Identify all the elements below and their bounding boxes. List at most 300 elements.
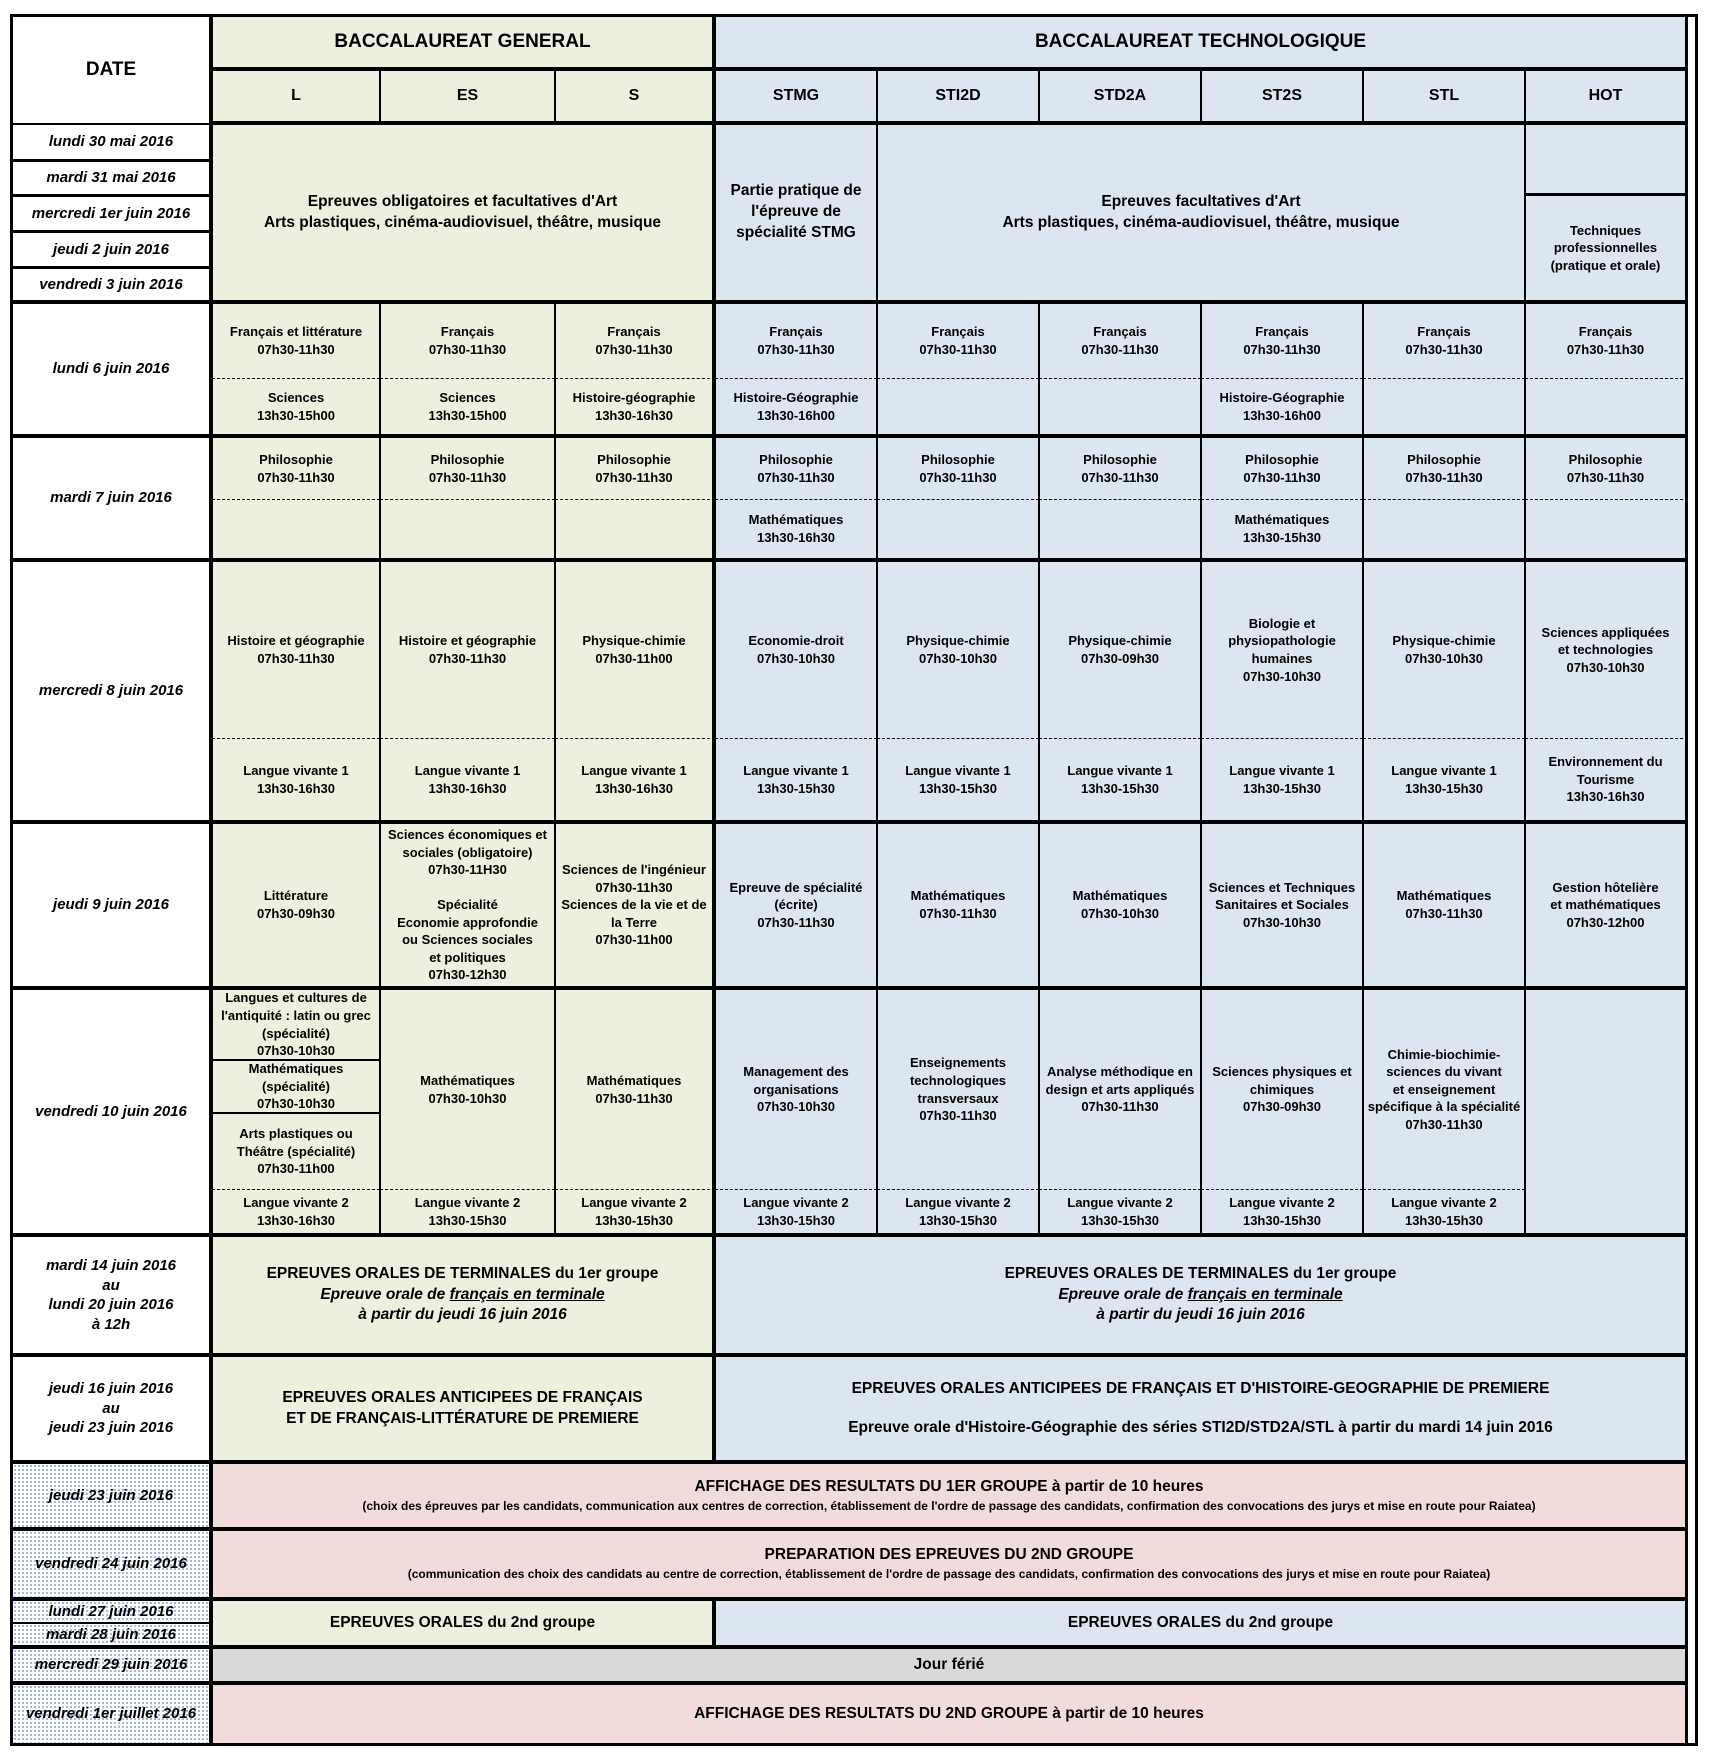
cell-text: 07h30-11h30: [595, 1090, 673, 1106]
cell-text: professionnelles: [1553, 240, 1658, 256]
d6-hot-am: [1525, 303, 1688, 379]
cell-text: la Terre: [610, 914, 657, 930]
d7-hot-pm: [1525, 500, 1688, 561]
d6-es-pm: [380, 379, 555, 437]
cell-text: 07h30-10h30: [428, 1090, 507, 1106]
cell-text: Philosophie: [1407, 451, 1481, 467]
cell-text: 07h30-11h30: [919, 906, 997, 921]
results2-banner: [212, 1684, 1688, 1746]
cell-text: l'antiquité : latin ou grec: [221, 1007, 371, 1023]
d7-sti2d-am: [877, 437, 1039, 500]
cell-text: 07h30-11H30: [428, 862, 507, 878]
cell-text: Sciences: [439, 389, 496, 405]
cell-text: Epreuve de spécialité: [729, 879, 863, 895]
cell-text: 07h30-10h30: [1080, 906, 1160, 921]
cell-text: Français: [1255, 324, 1309, 340]
d7-stmg-pm: [715, 500, 877, 561]
cell-text: lundi 20 juin 2016: [48, 1296, 174, 1313]
cell-text: Histoire-Géographie: [733, 389, 859, 405]
d7-stl-am: [1363, 437, 1525, 500]
d6-std2a-am: [1039, 303, 1201, 379]
cell-text: mardi 31 mai 2016: [46, 169, 176, 187]
d8-std2a-am: [1039, 561, 1201, 739]
cell-text: Mathématiques: [748, 512, 844, 528]
d10-l-latin: [212, 989, 380, 1061]
cell-text: jeudi 2 juin 2016: [53, 240, 169, 258]
d10-st2s-lv2: [1201, 1190, 1363, 1236]
cell-text: STL: [1428, 86, 1460, 104]
cell-text: Environnement du: [1548, 754, 1663, 770]
date-d14: [10, 1530, 212, 1600]
cell-text: Histoire-Géographie: [1219, 389, 1345, 405]
cell-text: 07h30-11h30: [1566, 342, 1645, 357]
d6-l-am: [212, 303, 380, 379]
cell-text: Langue vivante 1: [414, 762, 521, 778]
d10-s-am: [555, 989, 715, 1190]
cell-text: au: [102, 1276, 120, 1294]
d6-stmg-pm: [715, 379, 877, 437]
d8-stl-am: [1363, 561, 1525, 739]
art-techno: [877, 124, 1525, 303]
d8-st2s-am: [1201, 561, 1363, 739]
cell-text: EPREUVES ORALES du 2nd groupe: [1067, 1613, 1334, 1631]
cell-text: Analyse méthodique en: [1047, 1064, 1193, 1080]
cell-text: au: [102, 1399, 120, 1417]
header-series-hot: [1525, 68, 1688, 124]
cell-text: 07h30-11h30: [1243, 342, 1321, 357]
header-series-stmg: [715, 68, 877, 124]
cell-text: Langue vivante 1: [1391, 762, 1497, 778]
cell-text: 07h30-11h30: [1081, 469, 1159, 485]
cell-text: lundi 6 juin 2016: [52, 360, 170, 378]
date-d6: [10, 303, 212, 437]
d10-l-lv2: [212, 1190, 380, 1236]
d6-s-pm: [555, 379, 715, 437]
cell-text: 07h30-11h30: [428, 342, 507, 357]
d7-l-pm: [212, 500, 380, 561]
d9-l: [212, 823, 380, 989]
header-series-stl: [1363, 68, 1525, 124]
d9-sti2d: [877, 823, 1039, 989]
cell-text: Français: [1417, 324, 1471, 340]
d8-st2s-pm: [1201, 739, 1363, 823]
cell-text: 07h30-10h30: [1242, 668, 1322, 684]
cell-text: 07h30-11h30: [428, 651, 507, 666]
cell-text: à partir du jeudi 16 juin 2016: [358, 1306, 567, 1324]
cell-text: 07h30-11h30: [1405, 1116, 1483, 1132]
header-date: [10, 14, 212, 124]
cell-text: chimiques: [1249, 1081, 1315, 1097]
date-d3: [10, 196, 212, 232]
cell-text: Langue vivante 1: [1229, 762, 1335, 778]
d6-hot-pm: [1525, 379, 1688, 437]
cell-text: Physique-chimie: [582, 633, 686, 649]
cell-text: Epreuve orale de français en terminale: [320, 1285, 605, 1303]
cell-text: 07h30-11h30: [919, 1108, 997, 1124]
d7-es-am: [380, 437, 555, 500]
cell-text: 13h30-15h30: [918, 1212, 998, 1228]
cell-text: Français et littérature: [229, 324, 363, 340]
date-d7: [10, 437, 212, 561]
date-d16: [10, 1624, 212, 1648]
header-techno: [715, 14, 1688, 68]
cell-text: Techniques: [1569, 222, 1642, 238]
cell-text: Gestion hôtelière: [1552, 879, 1659, 895]
cell-text: EPREUVES ORALES ANTICIPEES DE FRANÇAIS ET D'HISTOIRE-GEOGRAPHIE DE PREMIERE: [851, 1379, 1550, 1397]
d10-l-maths: [212, 1061, 380, 1114]
cell-text: Langue vivante 1: [905, 762, 1011, 778]
cell-text: EPREUVES ORALES DE TERMINALES du 1er groupe: [266, 1264, 659, 1282]
cell-text: [466, 879, 470, 897]
d8-hot-am: [1525, 561, 1688, 739]
cell-text: 13h30-16h30: [594, 780, 674, 796]
cell-text: vendredi 1er juillet 2016: [25, 1705, 197, 1723]
cell-text: Philosophie: [259, 451, 333, 467]
d7-st2s-am: [1201, 437, 1363, 500]
cell-text: 07h30-10h30: [256, 1043, 336, 1059]
cell-text: 07h30-11h00: [257, 1161, 335, 1177]
d8-l-pm: [212, 739, 380, 823]
header-series-es: [380, 68, 555, 124]
cell-text: Mathématiques: [586, 1072, 682, 1088]
cell-text: 07h30-11h30: [595, 879, 673, 895]
cell-text: jeudi 23 juin 2016: [48, 1419, 174, 1437]
cell-text: 07h30-10h30: [1566, 659, 1645, 675]
cell-text: Arts plastiques ou: [239, 1126, 353, 1142]
holiday-banner: [212, 1648, 1688, 1684]
cell-text: 07h30-11h30: [1081, 1099, 1159, 1115]
d6-st2s-am: [1201, 303, 1363, 379]
cell-text: (communication des choix des candidats au centre de correction, établissement de l'ordre de passage des candidats, confirmation des convocations des jurys et mise en route pour Raiatea): [407, 1567, 1491, 1582]
cell-text: Philosophie: [1083, 451, 1157, 467]
d6-sti2d-am: [877, 303, 1039, 379]
cell-text: et enseignement: [1392, 1081, 1496, 1097]
cell-text: 13h30-15h30: [918, 780, 998, 796]
cell-text: et politiques: [429, 949, 506, 965]
cell-text: 07h30-11h30: [428, 469, 507, 485]
d7-std2a-pm: [1039, 500, 1201, 561]
cell-text: 07h30-10h30: [1242, 914, 1322, 930]
d8-l-am: [212, 561, 380, 739]
cell-text: 07h30-11h30: [757, 342, 835, 357]
cell-text: Physique-chimie: [1068, 633, 1172, 649]
cell-text: 07h30-11h30: [919, 469, 997, 485]
cell-text: Mathématiques: [420, 1072, 515, 1088]
cell-text: (choix des épreuves par les candidats, communication aux centres de correction, établissement de l'ordre de passage des candidats, confirmation des convocations des jurys et mise en route pour Raiatea): [362, 1498, 1536, 1513]
cell-text: 13h30-16h00: [1242, 407, 1322, 423]
d10-sti2d-lv2: [877, 1190, 1039, 1236]
prep2-banner: [212, 1530, 1688, 1600]
d10-hot-empty: [1525, 989, 1688, 1236]
cell-text: 13h30-16h30: [428, 780, 507, 796]
d6-l-pm: [212, 379, 380, 437]
d8-stmg-am: [715, 561, 877, 739]
cell-text: vendredi 24 juin 2016: [35, 1555, 187, 1573]
results1-banner: [212, 1463, 1688, 1530]
cell-text: Langues et cultures de: [225, 990, 367, 1006]
cell-text: Histoire et géographie: [227, 633, 365, 649]
cell-text: Partie pratique de: [730, 182, 862, 200]
cell-text: Sciences de l'ingénieur: [562, 862, 706, 878]
cell-text: Enseignements: [909, 1055, 1007, 1071]
cell-text: sciences du vivant: [1386, 1064, 1502, 1080]
d7-s-am: [555, 437, 715, 500]
cell-text: ou Sciences sociales: [402, 932, 533, 948]
cell-text: 13h30-15h00: [256, 407, 336, 423]
cell-text: mercredi 1er juin 2016: [31, 204, 191, 222]
cell-text: mardi 7 juin 2016: [50, 489, 172, 507]
cell-text: Français: [931, 324, 985, 340]
d10-std2a-am: [1039, 989, 1201, 1190]
d6-std2a-pm: [1039, 379, 1201, 437]
cell-text: mercredi 8 juin 2016: [38, 682, 184, 700]
d8-stmg-pm: [715, 739, 877, 823]
d10-stmg-lv2: [715, 1190, 877, 1236]
header-general: [212, 14, 715, 68]
cell-text: Epreuves facultatives d'Art: [1101, 192, 1301, 210]
cell-text: 13h30-16h30: [1566, 789, 1645, 805]
cell-text: DATE: [85, 58, 137, 80]
d7-es-pm: [380, 500, 555, 561]
cell-text: 07h30-11h00: [595, 932, 673, 948]
cell-text: lundi 27 juin 2016: [48, 1602, 174, 1620]
cell-text: AFFICHAGE DES RESULTATS DU 2ND GROUPE à partir de 10 heures: [694, 1704, 1204, 1722]
date-d12: [10, 1356, 212, 1463]
cell-text: 07h30-11h30: [257, 342, 335, 357]
date-d18: [10, 1684, 212, 1746]
cell-text: BACCALAUREAT TECHNOLOGIQUE: [1034, 30, 1367, 52]
date-d17: [10, 1648, 212, 1684]
date-d13: [10, 1463, 212, 1530]
d10-stl-am: [1363, 989, 1525, 1190]
cell-text: Sciences appliquées: [1541, 624, 1670, 640]
cell-text: Langue vivante 1: [743, 762, 849, 778]
d10-st2s-am: [1201, 989, 1363, 1190]
cell-text: Langue vivante 2: [581, 1194, 687, 1210]
cell-text: 13h30-16h30: [594, 407, 674, 423]
cell-text: mardi 14 juin 2016: [45, 1257, 177, 1274]
d8-s-pm: [555, 739, 715, 823]
cell-text: Mathématiques: [910, 888, 1006, 904]
d6-s-am: [555, 303, 715, 379]
d10-sti2d-am: [877, 989, 1039, 1190]
cell-text: 07h30-11h30: [1405, 469, 1483, 485]
cell-text: Histoire-géographie: [572, 389, 696, 405]
cell-text: ST2S: [1261, 86, 1302, 104]
cell-text: jeudi 9 juin 2016: [53, 896, 169, 914]
cell-text: 13h30-16h00: [756, 407, 836, 423]
cell-text: spécialité STMG: [736, 223, 856, 241]
cell-text: Mathématiques: [1396, 888, 1492, 904]
cell-text: mercredi 29 juin 2016: [34, 1656, 188, 1674]
cell-text: design et arts appliqués: [1045, 1081, 1195, 1097]
date-d1: [10, 124, 212, 161]
d10-l-arts: [212, 1114, 380, 1190]
d7-l-am: [212, 437, 380, 500]
cell-text: EPREUVES ORALES ANTICIPEES DE FRANÇAIS: [282, 1388, 643, 1406]
header-series-s: [555, 68, 715, 124]
cell-text: 13h30-15h30: [1242, 780, 1322, 796]
d7-stl-pm: [1363, 500, 1525, 561]
header-series-std2a: [1039, 68, 1201, 124]
cell-text: L: [291, 86, 301, 104]
d10-std2a-lv2: [1039, 1190, 1201, 1236]
oral1-techno: [715, 1236, 1688, 1356]
cell-text: Philosophie: [921, 451, 995, 467]
cell-text: Langue vivante 2: [1391, 1194, 1497, 1210]
cell-text: Langue vivante 1: [243, 762, 349, 778]
d8-sti2d-am: [877, 561, 1039, 739]
art-general: [212, 124, 715, 303]
d8-stl-pm: [1363, 739, 1525, 823]
d10-es-am: [380, 989, 555, 1190]
oral2-techno: [715, 1600, 1688, 1648]
cell-text: Arts plastiques, cinéma-audiovisuel, théâtre, musique: [1002, 213, 1400, 231]
d9-stmg: [715, 823, 877, 989]
cell-text: 07h30-11h30: [1566, 469, 1645, 485]
cell-text: Langue vivante 2: [743, 1194, 849, 1210]
cell-text: 07h30-10h30: [918, 651, 998, 666]
cell-text: S: [628, 86, 640, 104]
cell-text: Langue vivante 2: [414, 1194, 521, 1210]
cell-text: EPREUVES ORALES DE TERMINALES du 1er groupe: [1004, 1264, 1397, 1282]
d8-std2a-pm: [1039, 739, 1201, 823]
d9-s: [555, 823, 715, 989]
header-series-sti2d: [877, 68, 1039, 124]
cell-text: Français: [440, 324, 495, 340]
cell-text: Sciences et Techniques: [1208, 879, 1356, 895]
d10-stmg-am: [715, 989, 877, 1190]
d8-es-pm: [380, 739, 555, 823]
d6-es-am: [380, 303, 555, 379]
d10-es-lv2: [380, 1190, 555, 1236]
cell-text: 13h30-15h30: [1080, 1212, 1160, 1228]
cell-text: STMG: [772, 86, 820, 104]
cell-text: Epreuves obligatoires et facultatives d'Art: [307, 192, 618, 210]
cell-text: Tourisme: [1576, 771, 1635, 787]
d9-es: [380, 823, 555, 989]
cell-text: (écrite): [774, 897, 818, 913]
cell-text: organisations: [753, 1081, 839, 1097]
d10-stl-lv2: [1363, 1190, 1525, 1236]
cell-text: Mathématiques: [1234, 512, 1330, 528]
d7-hot-am: [1525, 437, 1688, 500]
cell-text: 07h30-10h30: [1404, 651, 1484, 666]
cell-text: Langue vivante 2: [1067, 1194, 1173, 1210]
date-d11: [10, 1236, 212, 1356]
d8-sti2d-pm: [877, 739, 1039, 823]
d6-stl-pm: [1363, 379, 1525, 437]
d6-sti2d-pm: [877, 379, 1039, 437]
cell-text: vendredi 3 juin 2016: [39, 275, 183, 293]
cell-text: Sciences: [267, 389, 325, 405]
cell-text: Théâtre (spécialité): [236, 1143, 356, 1159]
cell-text: 13h30-15h30: [1242, 1212, 1322, 1228]
cell-text: 13h30-15h30: [428, 1212, 507, 1228]
header-series-st2s: [1201, 68, 1363, 124]
cell-text: Economie-droit: [748, 633, 844, 649]
cell-text: 13h30-15h00: [428, 407, 507, 423]
cell-text: Philosophie: [759, 451, 833, 467]
date-d4: [10, 232, 212, 268]
date-d2: [10, 161, 212, 196]
cell-text: 07h30-10h30: [756, 651, 836, 666]
cell-text: Biologie et: [1248, 615, 1316, 631]
cell-text: 07h30-11h30: [919, 342, 997, 357]
cell-text: à partir du jeudi 16 juin 2016: [1096, 1306, 1305, 1324]
cell-text: 07h30-11h30: [595, 469, 673, 485]
cell-text: Epreuve orale de français en terminale: [1058, 1285, 1343, 1303]
date-d9: [10, 823, 212, 989]
cell-text: PREPARATION DES EPREUVES DU 2ND GROUPE: [764, 1546, 1134, 1564]
cell-text: Epreuve orale d'Histoire-Géographie des séries STI2D/STD2A/STL à partir du mardi 14 juin 2016: [848, 1418, 1553, 1436]
cell-text: humaines: [1251, 651, 1313, 666]
d7-std2a-am: [1039, 437, 1201, 500]
cell-text: Chimie-biochimie-: [1387, 1046, 1501, 1062]
cell-text: 07h30-11h30: [1405, 906, 1483, 921]
d8-hot-pm: [1525, 739, 1688, 823]
d6-stmg-am: [715, 303, 877, 379]
d9-std2a: [1039, 823, 1201, 989]
cell-text: 13h30-15h30: [756, 1212, 836, 1228]
d9-st2s: [1201, 823, 1363, 989]
cell-text: Philosophie: [430, 451, 505, 467]
oral2-general: [212, 1600, 715, 1648]
cell-text: Langue vivante 1: [581, 762, 687, 778]
cell-text: Economie approfondie: [397, 914, 538, 930]
oral-anticip-general: [212, 1356, 715, 1463]
cell-text: 07h30-09h30: [1242, 1099, 1322, 1115]
cell-text: Histoire et géographie: [398, 633, 537, 649]
cell-text: 13h30-16h30: [256, 1212, 336, 1228]
d8-es-am: [380, 561, 555, 739]
d10-s-lv2: [555, 1190, 715, 1236]
cell-text: Littérature: [263, 888, 329, 904]
cell-text: mardi 28 juin 2016: [45, 1625, 177, 1643]
cell-text: Français: [769, 324, 823, 340]
cell-text: vendredi 10 juin 2016: [35, 1102, 187, 1120]
cell-text: Mathématiques: [248, 1061, 344, 1077]
cell-text: Sciences économiques et: [388, 827, 547, 843]
cell-text: 07h30-11h30: [257, 651, 335, 666]
oral-anticip-techno: [715, 1356, 1688, 1463]
cell-text: ET DE FRANÇAIS-LITTÉRATURE DE PREMIERE: [286, 1409, 639, 1427]
cell-text: BACCALAUREAT GENERAL: [334, 30, 591, 52]
cell-text: Sciences physiques et: [1212, 1064, 1352, 1080]
date-d5: [10, 268, 212, 303]
cell-text: STD2A: [1093, 86, 1147, 104]
art-hot-empty: [1525, 124, 1688, 195]
cell-text: EPREUVES ORALES du 2nd groupe: [329, 1613, 596, 1631]
cell-text: 07h30-11h30: [757, 914, 835, 930]
d8-s-am: [555, 561, 715, 739]
d6-st2s-pm: [1201, 379, 1363, 437]
cell-text: 13h30-15h30: [756, 780, 836, 796]
d9-stl: [1363, 823, 1525, 989]
cell-text: Jour férié: [913, 1655, 985, 1673]
cell-text: Arts plastiques, cinéma-audiovisuel, théâtre, musique: [263, 213, 662, 231]
cell-text: Langue vivante 2: [905, 1194, 1011, 1210]
cell-text: Langue vivante 2: [1229, 1194, 1335, 1210]
d7-st2s-pm: [1201, 500, 1363, 561]
cell-text: 07h30-11h30: [1081, 342, 1159, 357]
oral1-general: [212, 1236, 715, 1356]
cell-text: jeudi 16 juin 2016: [48, 1380, 174, 1398]
cell-text: Français: [1093, 324, 1147, 340]
cell-text: 07h30-11h30: [757, 469, 835, 485]
cell-text: 13h30-15h30: [594, 1212, 674, 1228]
d9-hot: [1525, 823, 1688, 989]
